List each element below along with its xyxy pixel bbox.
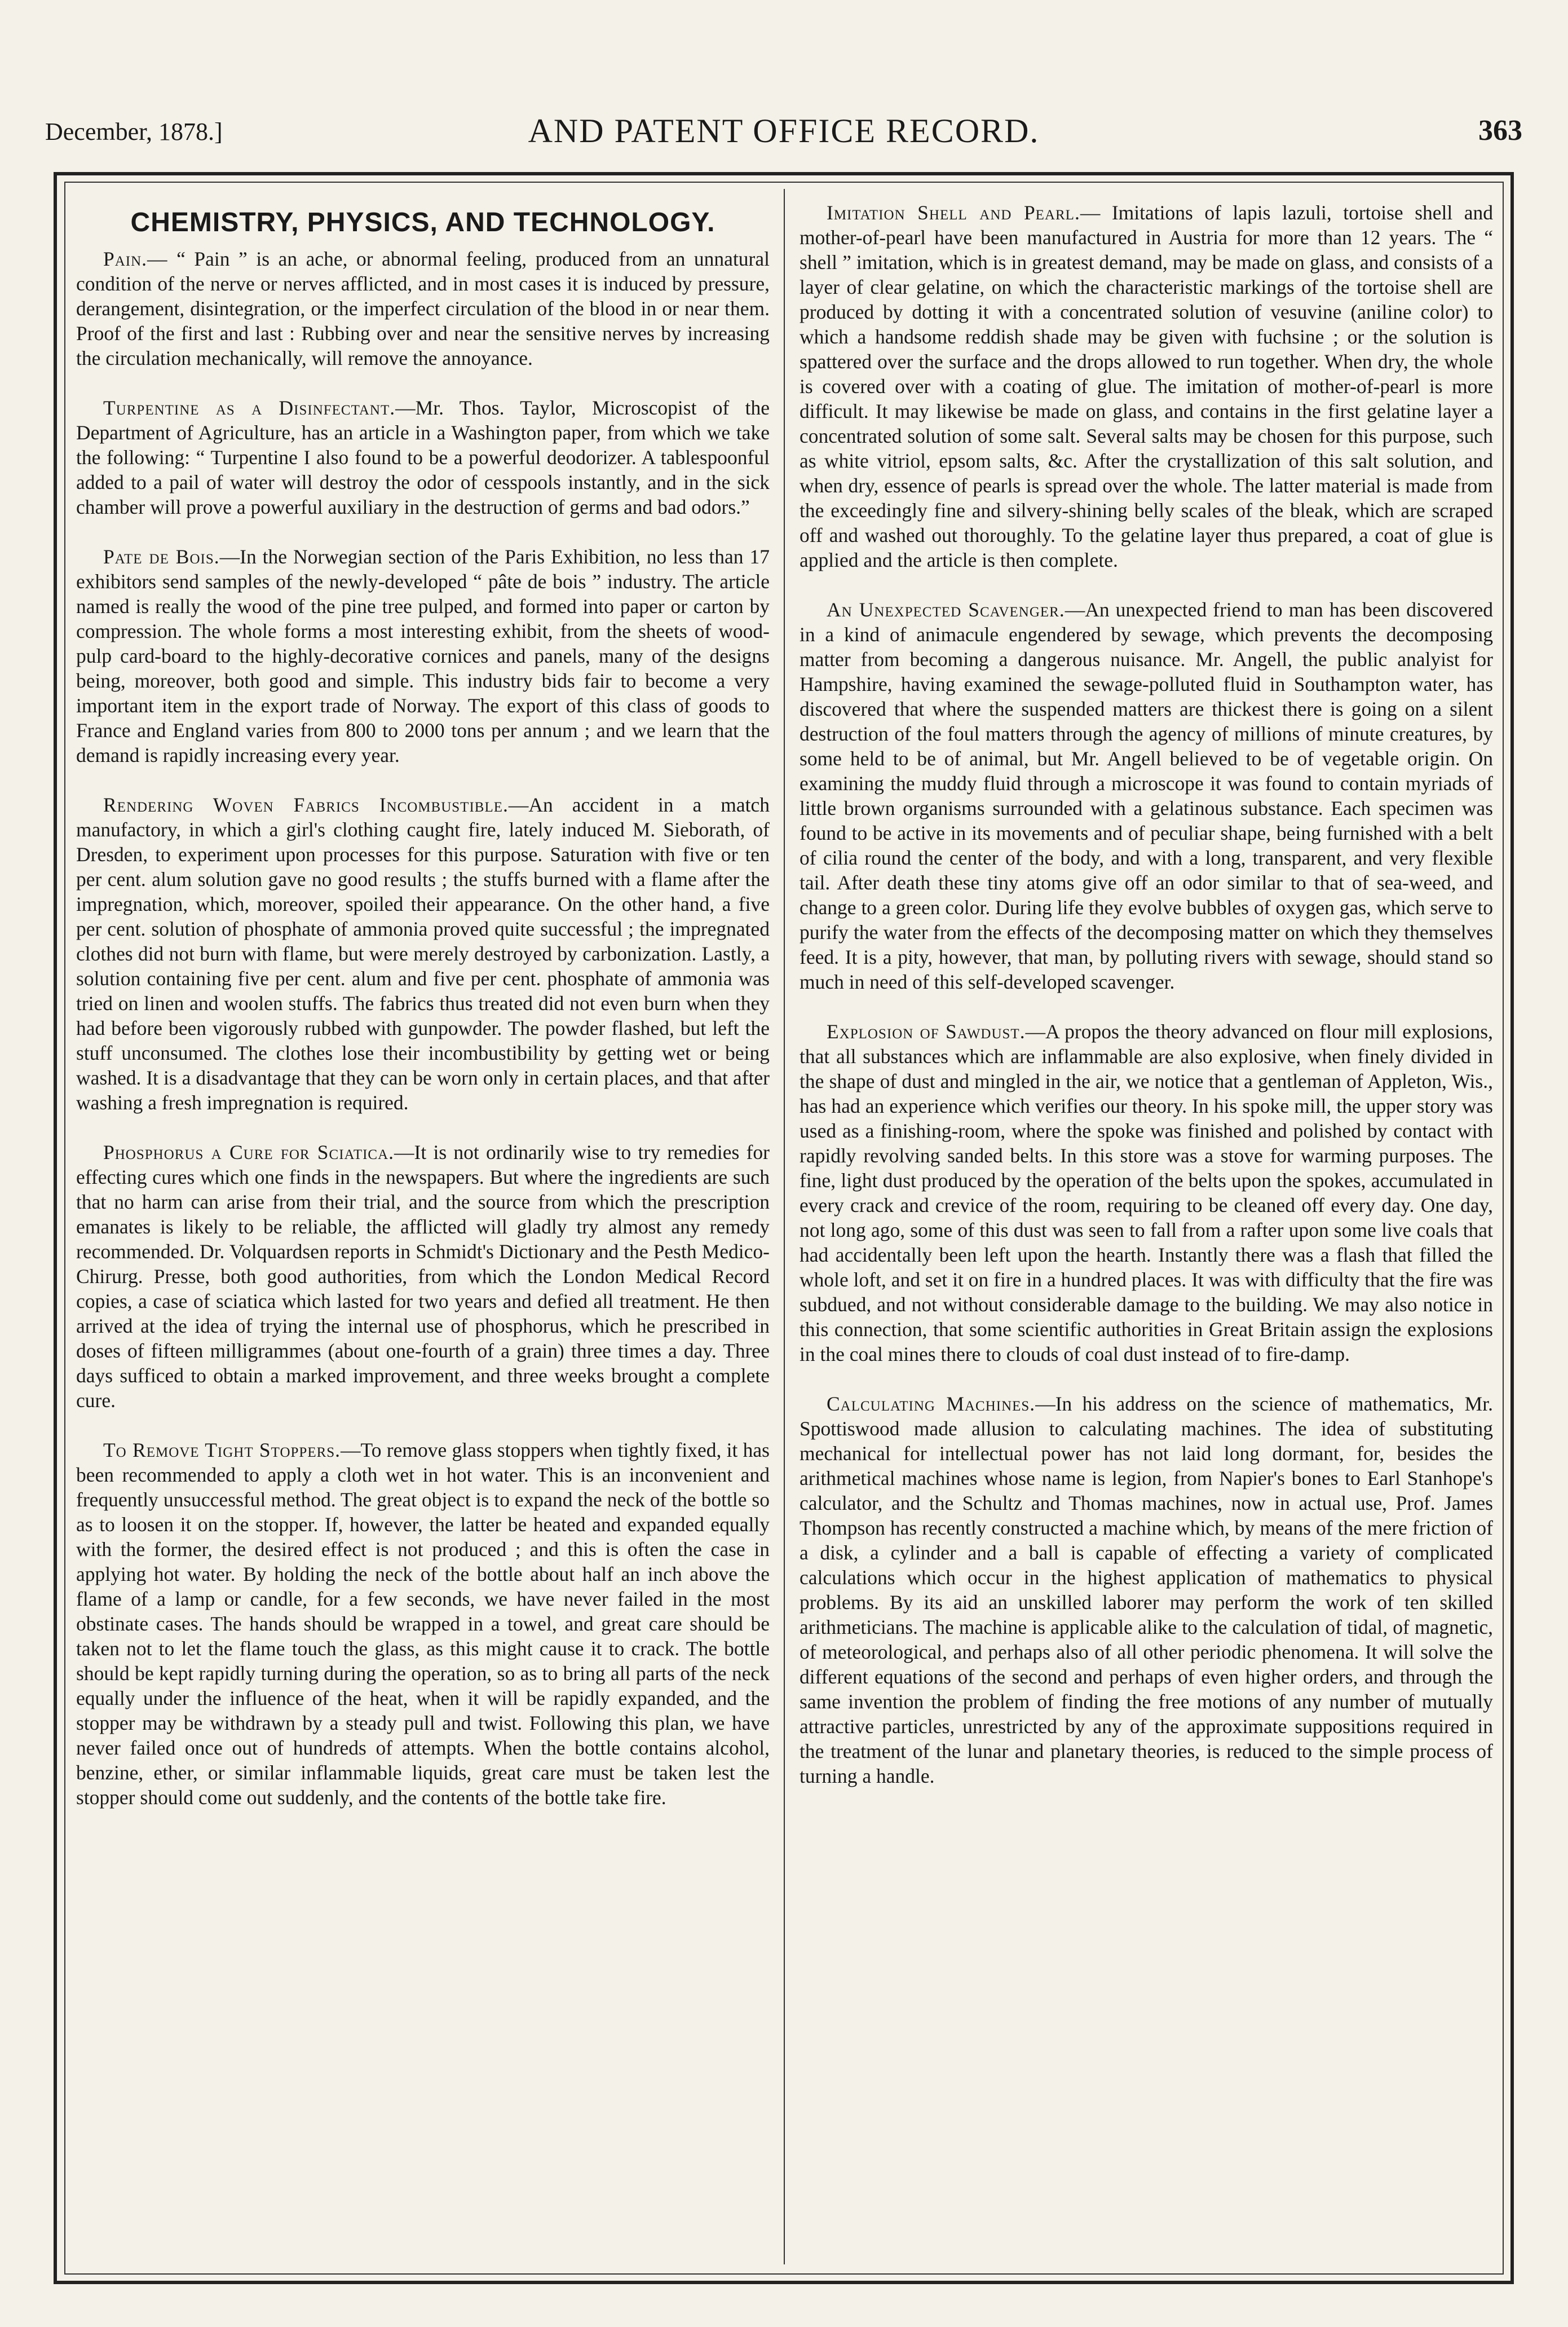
- article-scavenger: [800, 597, 1493, 994]
- article-pain: [76, 246, 770, 371]
- article-heading: Turpentine as a Disinfectant.: [103, 396, 396, 419]
- article-phosphorus: [76, 1140, 770, 1413]
- article-heading: To Remove Tight Stoppers.: [103, 1439, 341, 1461]
- article-pate-de-bois: [76, 544, 770, 768]
- article-heading: Calculating Machines.: [827, 1392, 1036, 1415]
- article-body: —Mr. Thos. Taylor, Microscopist of the Department of Agriculture, has an article in a Washington paper, from which we take the following: “ Turpentine I also found to be a powerful deodorizer. A tablespoonful added to a pail of water will destroy the odor of cesspools instantly, and in the sick chamber will prove a powerful auxiliary in the destruction of germs and bad odors.”: [76, 396, 770, 518]
- right-column: [800, 200, 1493, 2264]
- article-body: “ Pain ” is an ache, or abnormal feeling, produced from an unnatural condition of the nerve or nerves afflicted, and in most cases it is induced by pressure, derangement, disintegration, or the imperfect circulation of the blood in or near them. Proof of the first and last : Rubbing over and near the sensitive nerves by increasing the circulation mechanically, will remove the annoyance.: [76, 248, 770, 369]
- article-body: —In the Norwegian section of the Paris Exhibition, no less than 17 exhibitors send samples of the newly-developed “ pâte de bois ” industry. The article named is really the wood of the pine tree pulped, and formed into paper or carton by compression. The whole forms a most interesting exhibit, from the sheets of wood-pulp card-board to the highly-decorative cornices and panels, many of the designs being, moreover, both good and simple. This industry bids fair to become a very important item in the export trade of Norway. The export of this class of goods to France and England varies from 800 to 2000 tons per annum ; and we learn that the demand is rapidly increasing every year.: [76, 545, 770, 766]
- article-body: —An unexpected friend to man has been discovered in a kind of animacule engendered by sewage, which prevents the decomposing matter from becoming a dangerous nuisance. Mr. Angell, the public analyist for Hampshire, having examined the sewage-polluted fluid in Southampton water, has discovered that where the suspended matters are thickest there is going on a silent destruction of the foul matters through the agency of millions of minute creatures, by some held to be of animal, but Mr. Angell believed to be of vegetable origin. On examining the muddy fluid through a microscope it was found to contain myriads of little brown organisms surrounded with a gelatinous substance. Each specimen was found to be active in its movements and of peculiar shape, being furnished with a belt of cilia round the center of the body, and with a long, transparent, and very flexible tail. After death these tiny atoms give off an odor similar to that of sea-weed, and change to a green color. During life they evolve bubbles of oxygen gas, which serve to purify the water from the effects of the decomposing matter on which they themselves feed. It is a pity, however, that man, by polluting rivers with sewage, should stand so much in need of this self-developed scavenger.: [800, 598, 1493, 993]
- article-stoppers: [76, 1438, 770, 1810]
- running-title: AND PATENT OFFICE RECORD.: [528, 112, 1040, 149]
- article-body: —An accident in a match manufactory, in which a girl's clothing caught fire, lately induced M. Sieborath, of Dresden, to experiment upon processes for this purpose. Saturation with five or ten per cent. alum solution gave no good results ; the stuffs burned with a flame after the impregnation, which, moreover, spoiled their appearance. On the other hand, a five per cent. solution of phosphate of ammonia proved quite successful ; the impregnated clothes did not burn with flame, but were merely destroyed by carbonization. Lastly, a solution containing five per cent. alum and five per cent. phosphate of ammonia was tried on linen and woolen stuffs. The fabrics thus treated did not even burn when they had before been vigorously rubbed with gunpowder. The powder flashed, but left the stuff unconsumed. The clothes lose their incombustibility by getting wet or being washed. It is a disadvantage that they can be worn only in certain places, and that after washing a fresh impregnation is required.: [76, 794, 770, 1114]
- article-fabrics: [76, 792, 770, 1115]
- article-body: —In his address on the science of mathematics, Mr. Spottiswood made allusion to calculating machines. The idea of substituting mechanical for intellectual power has not laid long dormant, for, besides the arithmetical machines whose name is legion, from Napier's bones to Earl Stanhope's calculator, and the Schultz and Thomas machines, now in actual use, Prof. James Thompson has recently constructed a machine which, by means of the mere friction of a disk, a cylinder and a ball is capable of effecting a variety of complicated calculations which occur in the highest application of mathematics to physical problems. By its aid an unskilled laborer may perform the work of ten skilled arithmeticians. The machine is applicable alike to the calculation of tidal, of magnetic, of meteorological, and perhaps also of all other periodic phenomena. It will solve the different equations of the second and perhaps of even higher orders, and through the same invention the problem of finding the free motions of any number of mutually attractive particles, unrestricted by any of the approximate suppositions required in the treatment of the lunar and planetary theories, is reduced to the simple process of turning a handle.: [800, 1392, 1493, 1787]
- article-body: —A propos the theory advanced on flour mill explosions, that all substances which are inflammable are also explosive, when finely divided in the shape of dust and mingled in the air, we notice that a gentleman of Appleton, Wis., has had an experience which verifies our theory. In his spoke mill, the upper story was used as a finishing-room, where the spoke was finished and polished by contact with rapidly revolving sanded belts. In this store was a stove for warming purposes. The fine, light dust produced by the operation of the belts upon the spokes, accumulated in every crack and crevice of the room, requiring to be cleaned off every day. One day, not long ago, some of this dust was seen to fall from a rafter upon some live coals that had accidentally been left upon the hearth. Instantly there was a flash that filled the whole loft, and set it on fire in a hundred places. It was with difficulty that the fire was subdued, and not without considerable damage to the building. We may also notice in this connection, that some scientific authorities in Great Britain assign the explosions in the coal mines there to clouds of coal dust instead of to fire-damp.: [800, 1020, 1493, 1365]
- article-turpentine: [76, 395, 770, 519]
- issue-date: December, 1878.]: [45, 118, 223, 146]
- article-heading: Explosion of Sawdust.: [827, 1020, 1026, 1043]
- article-calculating-machines: [800, 1391, 1493, 1788]
- article-heading: An Unexpected Scavenger.: [827, 598, 1065, 621]
- left-column: [76, 200, 770, 2264]
- article-body: —To remove glass stoppers when tightly fixed, it has been recommended to apply a cloth wet in hot water. This is an inconvenient and frequently unsuccessful method. The great object is to expand the neck of the bottle so as to loosen it on the stopper. If, however, the latter be heated and expanded equally with the former, the desired effect is not produced ; and this is often the case in applying hot water. By holding the neck of the bottle about half an inch above the flame of a lamp or candle, for a few seconds, we have never failed in the most obstinate cases. The hands should be wrapped in a towel, and great care should be taken not to let the flame touch the glass, as this might cause it to crack. The bottle should be kept rapidly turning during the operation, so as to bring all parts of the neck equally under the influence of the heat, when it will be rapidly expanded, and the stopper may be withdrawn by a steady pull and twist. Following this plan, we have never failed once out of hundreds of attempts. When the bottle contains alcohol, benzine, ether, or similar inflammable liquids, great care must be taken lest the stopper should come out suddenly, and the contents of the bottle take fire.: [76, 1439, 770, 1809]
- article-heading: Imitation Shell and Pearl.: [827, 201, 1080, 224]
- section-title: CHEMISTRY, PHYSICS, AND TECHNOLOGY.: [130, 208, 715, 237]
- article-heading: Rendering Woven Fabrics Incombustible.: [103, 794, 509, 816]
- article-heading: Phosphorus a Cure for Sciatica.: [103, 1141, 395, 1164]
- page-number: 363: [1478, 114, 1522, 147]
- article-heading: Pate de Bois.: [103, 545, 220, 568]
- article-shell-pearl: [800, 200, 1493, 572]
- page-header: [45, 112, 1522, 157]
- article-body: — Imitations of lapis lazuli, tortoise shell and mother-of-pearl have been manufactured in Austria for more than 12 years. The “ shell ” imitation, which is in greatest demand, may be made on glass, and consists of a layer of clear gelatine, on which the characteristic markings of the tortoise shell are produced by dotting it with a concentrated solution of vesuvine (aniline color) to which a handsome reddish shade may be given with fuchsine ; or the solution is spattered over the surface and the drops allowed to run together. When dry, the whole is covered over with a coating of glue. The imitation of mother-of-pearl is more difficult. It may likewise be made on glass, and contains in the first gelatine layer a concentrated solution of some salt. Several salts may be chosen for this purpose, such as white vitriol, epsom salts, &c. After the crystallization of this salt solution, and when dry, essence of pearls is spread over the whole. The latter material is made from the exceedingly fine and silvery-shining belly scales of the bleak, which are scraped off and washed out thoroughly. To the gelatine layer thus prepared, a coat of glue is applied and the article is then complete.: [800, 201, 1493, 571]
- article-body: —It is not ordinarily wise to try remedies for effecting cures which one finds in the newspapers. But where the ingredients are such that no harm can arise from their trial, and the source from which the prescription emanates is likely to be reliable, the afflicted will gladly try almost any remedy recommended. Dr. Volquardsen reports in Schmidt's Dictionary and the Pesth Medico-Chirurg. Presse, both good authorities, from which the London Medical Record copies, a case of sciatica which lasted for two years and defied all treatment. He then arrived at the idea of trying the internal use of phosphorus, which he prescribed in doses of fifteen milligrammes (about one-fourth of a grain) three times a day. Three days sufficed to obtain a marked improvement, and three weeks brought a complete cure.: [76, 1141, 770, 1412]
- column-divider: [784, 189, 785, 2264]
- article-sawdust: [800, 1019, 1493, 1367]
- article-heading: Pain.—: [103, 248, 168, 270]
